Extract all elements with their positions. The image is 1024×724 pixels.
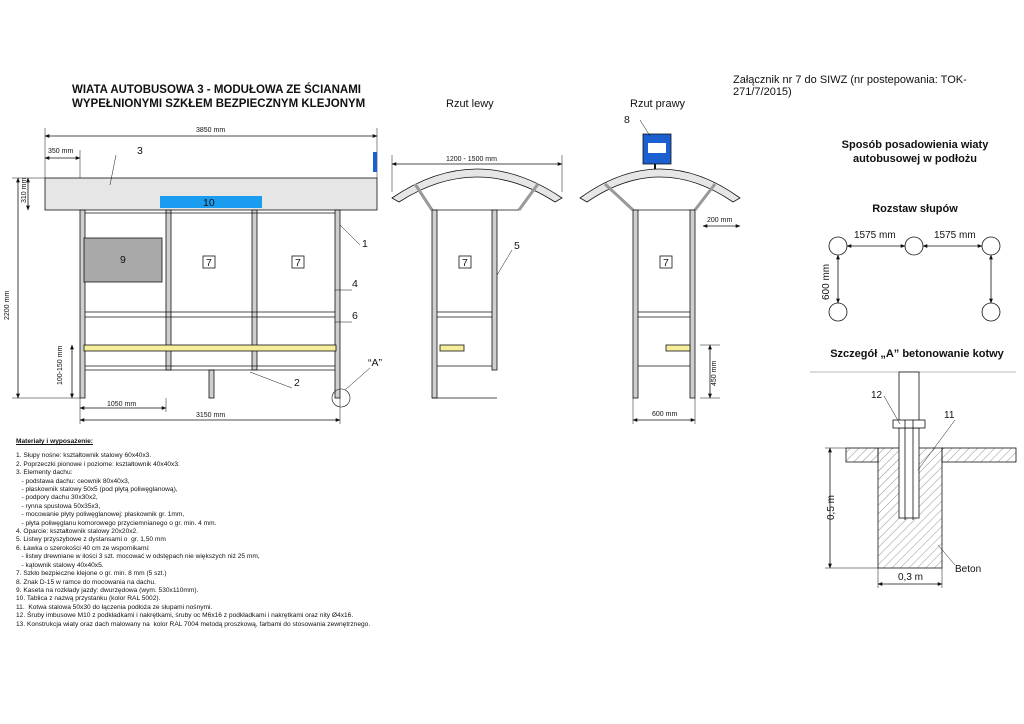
left-view-label: Rzut lewy xyxy=(446,98,494,110)
material-line: 12. Śruby imbusowe M10 z podkładkami i nakrętkami, śruby oc M6x16 z podkładkami i nakrętkami oraz nity Ø4x16. xyxy=(16,612,354,620)
attachment-note: Załącznik nr 7 do SIWZ (nr postepowania: TOK-271/7/2015) xyxy=(733,74,967,98)
material-line: 6. Ławka o szerokości 40 cm ze wspornikami: xyxy=(16,544,150,552)
callout-detail-a: “A” xyxy=(368,357,382,369)
roof-arc-right xyxy=(580,169,740,202)
foundation-title-line2: autobusowej w podłożu xyxy=(852,153,978,165)
material-line: 1. Słupy nośne: kształtownik stalowy 60x40x3. xyxy=(16,452,152,460)
dim-05-label: 0,5 m xyxy=(826,494,837,520)
foundation-title-line1: Sposób posadowienia wiaty xyxy=(841,139,989,151)
materials-heading: Materiały i wyposażenie: xyxy=(16,438,93,445)
material-line: 4. Oparcie: kształtownik stalowy 20x20x2. xyxy=(16,528,139,536)
dim-350-label: 350 mm xyxy=(48,148,74,155)
material-line: - płyta poliwęglanu komorowego przyciemnianego o gr. min. 4 mm. xyxy=(16,519,217,527)
material-line: - podstawa dachu: ceownik 80x40x3, xyxy=(16,477,130,485)
dim-1575-a-label: 1575 mm xyxy=(854,230,896,241)
material-line: - rynna spustowa 50x35x3, xyxy=(16,502,101,510)
callout-3: 3 xyxy=(137,145,143,157)
callout-1: 1 xyxy=(362,238,368,250)
right-view-label: Rzut prawy xyxy=(630,98,686,110)
drawing-title-line1: WIATA AUTOBUSOWA 3 - MODUŁOWA ZE ŚCIANAMI xyxy=(72,84,361,96)
dim-width-left-label: 1200 - 1500 mm xyxy=(446,156,497,163)
dim-03-label: 0,3 m xyxy=(898,572,924,583)
material-line: - kątownik stalowy 40x40x5. xyxy=(16,561,104,569)
callout-2: 2 xyxy=(294,377,300,389)
dim-3150-label: 3150 mm xyxy=(196,412,226,419)
beton-label: Beton xyxy=(955,564,982,575)
callout-5: 5 xyxy=(514,240,520,252)
drawing-title-line2: WYPEŁNIONYMI SZKŁEM BEZPIECZNYM KLEJONYM xyxy=(72,98,366,110)
materials-list xyxy=(16,438,576,629)
material-line: 2. Poprzeczki pionowe i poziome: kształtownik 40x40x3. xyxy=(16,460,180,468)
detail-a-title: Szczegół „A” betonowanie kotwy xyxy=(830,348,1004,360)
callout-right-7: 7 xyxy=(663,257,669,269)
material-line: 5. Listwy przyszybowe z dystansami o gr. 1,50 mm xyxy=(16,536,166,544)
material-line: 9. Kaseta na rozkłady jazdy: dwurzędowa (wym. 530x110mm). xyxy=(16,586,199,594)
dim-600-right-label: 600 mm xyxy=(652,411,678,418)
callout-left-7: 7 xyxy=(462,257,468,269)
material-line: 13. Konstrukcja wiaty oraz dach malowany na kolor RAL 7004 metodą proszkową, farbami do stosowania zewnętrznego. xyxy=(16,620,371,628)
callout-9: 9 xyxy=(120,254,126,266)
dim-310-label: 310 mm xyxy=(21,177,28,203)
material-line: 8. Znak D-15 w ramce do mocowania na dachu. xyxy=(16,578,157,586)
dim-1575-b-label: 1575 mm xyxy=(934,230,976,241)
material-line: - podpory dachu 30x30x2, xyxy=(16,494,98,502)
callout-8: 8 xyxy=(624,114,630,126)
dim-100-150-label: 100-150 mm xyxy=(57,345,64,385)
dim-total-label: 3850 mm xyxy=(196,127,226,134)
material-line: - listwy drewniane w ilości 3 szt. mocować w odstępach nie większych niż 25 mm, xyxy=(16,553,260,561)
callout-4: 4 xyxy=(352,278,358,290)
bench xyxy=(84,345,336,351)
callout-7a: 7 xyxy=(206,257,212,269)
dim-200-label: 200 mm xyxy=(707,217,733,224)
callout-11: 11 xyxy=(944,410,955,421)
callout-10: 10 xyxy=(203,197,215,209)
post-circle xyxy=(829,237,847,255)
callout-6: 6 xyxy=(352,310,358,322)
post-right xyxy=(335,210,340,398)
material-line: 7. Szkło bezpieczne klejone o gr. min. 8 mm (5 szt.) xyxy=(16,570,167,578)
dim-1050-label: 1050 mm xyxy=(107,401,137,408)
callout-12: 12 xyxy=(871,390,883,401)
material-line: 11. Kotwa stalowa 50x30 do łączenia podłoża ze słupami nośnymi. xyxy=(16,603,213,611)
post-spacing-title: Rozstaw słupów xyxy=(872,203,958,215)
dim-600-spacing-label: 600 mm xyxy=(821,263,832,300)
dim-2200-label: 2200 mm xyxy=(4,290,11,320)
material-line: - mocowanie płyty poliwęglanowej: płaskownik gr. 1mm, xyxy=(16,511,185,519)
foundation-title xyxy=(820,138,1010,166)
dim-450-label: 450 mm xyxy=(711,360,718,386)
material-line: - płaskownik stalowy 50x5 (pod płytą poliwęglanową), xyxy=(16,486,178,494)
material-line: 3. Elementy dachu: xyxy=(16,469,73,477)
material-line: 10. Tablica z nazwą przystanku (kolor RAL 5002). xyxy=(16,595,161,603)
callout-7b: 7 xyxy=(295,257,301,269)
